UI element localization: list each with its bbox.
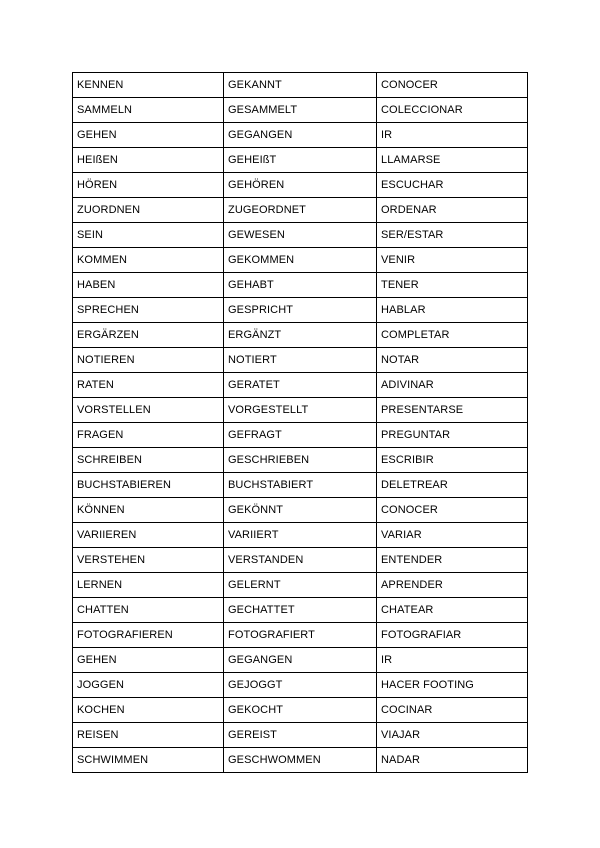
translation-cell: ESCUCHAR	[377, 173, 528, 198]
translation-cell: ESCRIBIR	[377, 448, 528, 473]
translation-cell: TENER	[377, 273, 528, 298]
infinitive-cell: HEIßEN	[73, 148, 224, 173]
participle-cell: GEGANGEN	[224, 648, 377, 673]
translation-cell: CHATEAR	[377, 598, 528, 623]
table-row	[73, 523, 528, 548]
participle-cell: FOTOGRAFIERT	[224, 623, 377, 648]
table-row	[73, 198, 528, 223]
participle-cell: ZUGEORDNET	[224, 198, 377, 223]
infinitive-cell: VERSTEHEN	[73, 548, 224, 573]
participle-cell: GESPRICHT	[224, 298, 377, 323]
translation-cell: PREGUNTAR	[377, 423, 528, 448]
verb-table-body	[73, 73, 528, 773]
participle-cell: GEGANGEN	[224, 123, 377, 148]
infinitive-cell: FRAGEN	[73, 423, 224, 448]
translation-cell: IR	[377, 648, 528, 673]
participle-cell: GEKÖNNT	[224, 498, 377, 523]
participle-cell: GEHÖREN	[224, 173, 377, 198]
translation-cell: VENIR	[377, 248, 528, 273]
infinitive-cell: LERNEN	[73, 573, 224, 598]
participle-cell: GEKANNT	[224, 73, 377, 98]
table-row	[73, 298, 528, 323]
participle-cell: GESCHRIEBEN	[224, 448, 377, 473]
translation-cell: PRESENTARSE	[377, 398, 528, 423]
participle-cell: VORGESTELLT	[224, 398, 377, 423]
translation-cell: VARIAR	[377, 523, 528, 548]
infinitive-cell: SCHWIMMEN	[73, 748, 224, 773]
infinitive-cell: VORSTELLEN	[73, 398, 224, 423]
participle-cell: GEHEIßT	[224, 148, 377, 173]
participle-cell: GEKOCHT	[224, 698, 377, 723]
infinitive-cell: REISEN	[73, 723, 224, 748]
infinitive-cell: HÖREN	[73, 173, 224, 198]
participle-cell: VARIIERT	[224, 523, 377, 548]
table-row	[73, 73, 528, 98]
verb-vocabulary-table	[72, 72, 528, 773]
table-row	[73, 173, 528, 198]
table-row	[73, 573, 528, 598]
participle-cell: VERSTANDEN	[224, 548, 377, 573]
infinitive-cell: FOTOGRAFIEREN	[73, 623, 224, 648]
table-row	[73, 273, 528, 298]
table-row	[73, 648, 528, 673]
infinitive-cell: VARIIEREN	[73, 523, 224, 548]
table-row	[73, 498, 528, 523]
translation-cell: ENTENDER	[377, 548, 528, 573]
table-row	[73, 423, 528, 448]
translation-cell: SER/ESTAR	[377, 223, 528, 248]
table-row	[73, 748, 528, 773]
participle-cell: GEFRAGT	[224, 423, 377, 448]
infinitive-cell: HABEN	[73, 273, 224, 298]
participle-cell: GEHABT	[224, 273, 377, 298]
table-row	[73, 723, 528, 748]
participle-cell: GELERNT	[224, 573, 377, 598]
translation-cell: CONOCER	[377, 73, 528, 98]
infinitive-cell: ZUORDNEN	[73, 198, 224, 223]
translation-cell: ADIVINAR	[377, 373, 528, 398]
table-row	[73, 223, 528, 248]
translation-cell: NADAR	[377, 748, 528, 773]
infinitive-cell: NOTIEREN	[73, 348, 224, 373]
participle-cell: NOTIERT	[224, 348, 377, 373]
participle-cell: GEREIST	[224, 723, 377, 748]
translation-cell: HABLAR	[377, 298, 528, 323]
infinitive-cell: KENNEN	[73, 73, 224, 98]
table-row	[73, 348, 528, 373]
infinitive-cell: BUCHSTABIEREN	[73, 473, 224, 498]
table-row	[73, 323, 528, 348]
translation-cell: COCINAR	[377, 698, 528, 723]
infinitive-cell: RATEN	[73, 373, 224, 398]
table-row	[73, 248, 528, 273]
translation-cell: VIAJAR	[377, 723, 528, 748]
table-row	[73, 598, 528, 623]
infinitive-cell: SCHREIBEN	[73, 448, 224, 473]
table-row	[73, 373, 528, 398]
table-row	[73, 98, 528, 123]
infinitive-cell: CHATTEN	[73, 598, 224, 623]
translation-cell: COMPLETAR	[377, 323, 528, 348]
infinitive-cell: KOCHEN	[73, 698, 224, 723]
table-row	[73, 148, 528, 173]
infinitive-cell: JOGGEN	[73, 673, 224, 698]
participle-cell: GEWESEN	[224, 223, 377, 248]
table-row	[73, 673, 528, 698]
infinitive-cell: GEHEN	[73, 123, 224, 148]
table-row	[73, 398, 528, 423]
table-row	[73, 623, 528, 648]
infinitive-cell: SPRECHEN	[73, 298, 224, 323]
infinitive-cell: SAMMELN	[73, 98, 224, 123]
translation-cell: HACER FOOTING	[377, 673, 528, 698]
translation-cell: FOTOGRAFIAR	[377, 623, 528, 648]
participle-cell: ERGÄNZT	[224, 323, 377, 348]
table-row	[73, 473, 528, 498]
participle-cell: GESCHWOMMEN	[224, 748, 377, 773]
translation-cell: DELETREAR	[377, 473, 528, 498]
infinitive-cell: GEHEN	[73, 648, 224, 673]
participle-cell: BUCHSTABIERT	[224, 473, 377, 498]
table-row	[73, 448, 528, 473]
infinitive-cell: KOMMEN	[73, 248, 224, 273]
participle-cell: GEJOGGT	[224, 673, 377, 698]
translation-cell: ORDENAR	[377, 198, 528, 223]
table-row	[73, 548, 528, 573]
participle-cell: GECHATTET	[224, 598, 377, 623]
translation-cell: COLECCIONAR	[377, 98, 528, 123]
infinitive-cell: ERGÄRZEN	[73, 323, 224, 348]
table-row	[73, 123, 528, 148]
table-row	[73, 698, 528, 723]
translation-cell: APRENDER	[377, 573, 528, 598]
participle-cell: GEKOMMEN	[224, 248, 377, 273]
translation-cell: CONOCER	[377, 498, 528, 523]
translation-cell: NOTAR	[377, 348, 528, 373]
infinitive-cell: SEIN	[73, 223, 224, 248]
participle-cell: GERATET	[224, 373, 377, 398]
participle-cell: GESAMMELT	[224, 98, 377, 123]
infinitive-cell: KÖNNEN	[73, 498, 224, 523]
translation-cell: LLAMARSE	[377, 148, 528, 173]
translation-cell: IR	[377, 123, 528, 148]
